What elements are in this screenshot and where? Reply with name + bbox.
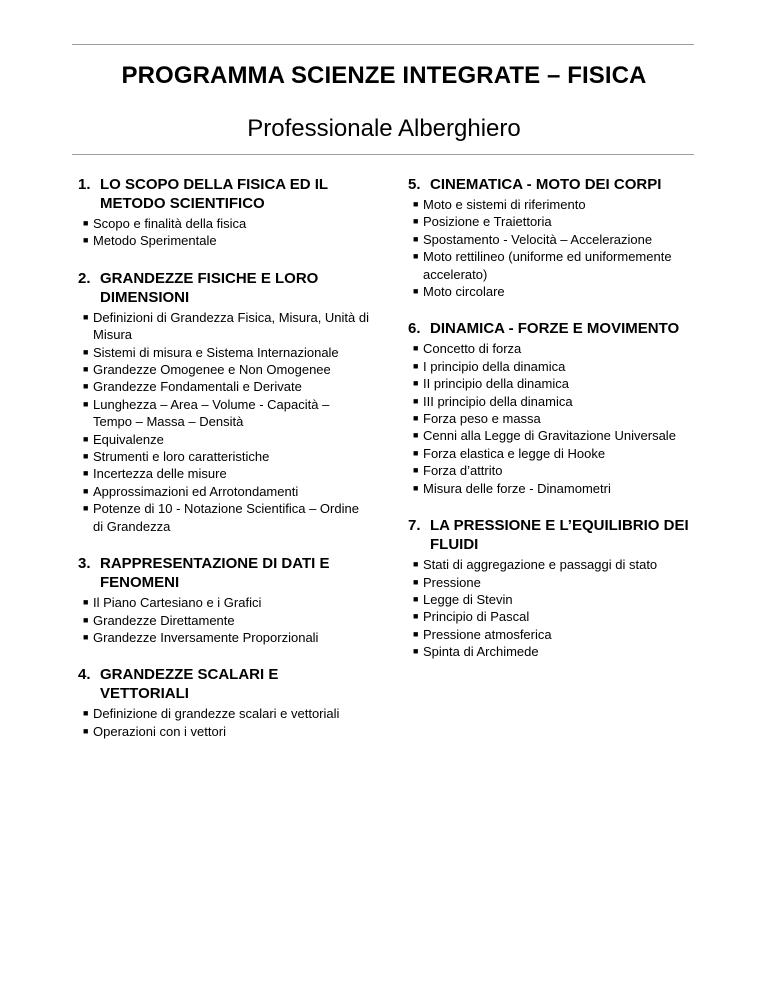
list-item-text: Forza peso e massa	[423, 411, 541, 427]
section-number: 1.	[78, 176, 91, 193]
list-item-text: Definizione di grandezze scalari e vettoriali	[93, 706, 340, 722]
square-bullet-icon: ■	[83, 485, 89, 496]
square-bullet-icon: ■	[413, 286, 419, 297]
list-item-text: Approssimazioni ed Arrotondamenti	[93, 483, 299, 499]
list-item	[78, 500, 370, 535]
section	[78, 554, 370, 646]
section-title: GRANDEZZE SCALARI E VETTORIALI	[100, 666, 279, 703]
square-bullet-icon: ■	[413, 216, 419, 227]
section-number: 7.	[408, 517, 421, 535]
list-item	[78, 361, 370, 378]
list-item-text: Stati di aggregazione e passaggi di stato	[423, 557, 658, 573]
square-bullet-icon: ■	[83, 451, 89, 462]
list-item	[408, 393, 700, 410]
section-title: LO SCOPO DELLA FISICA ED IL METODO SCIENTIFICO	[100, 176, 328, 212]
list-item-text: Definizioni di Grandezza Fisica, Misura, Unità di Misura	[93, 309, 369, 343]
square-bullet-icon: ■	[413, 576, 419, 587]
square-bullet-icon: ■	[413, 447, 419, 458]
square-bullet-icon: ■	[413, 395, 419, 406]
square-bullet-icon: ■	[413, 593, 419, 604]
list-item-text: Principio di Pascal	[423, 609, 530, 625]
list-item	[78, 396, 370, 431]
square-bullet-icon: ■	[413, 628, 419, 639]
list-item-text: Moto circolare	[423, 284, 505, 300]
section-heading	[408, 516, 700, 554]
square-bullet-icon: ■	[413, 360, 419, 371]
square-bullet-icon: ■	[413, 343, 419, 354]
section-number: 6.	[408, 320, 421, 338]
section-title: LA PRESSIONE E L’EQUILIBRIO DEI FLUIDI	[430, 517, 689, 554]
list-item-text: II principio della dinamica	[423, 376, 569, 392]
list-item-text: Spostamento - Velocità – Accelerazione	[423, 231, 653, 247]
list-item	[78, 448, 370, 465]
list-item	[408, 445, 700, 462]
list-item-text: Moto e sistemi di riferimento	[423, 197, 586, 212]
list-item-text: I principio della dinamica	[423, 358, 566, 374]
list-item	[78, 465, 370, 482]
section-number: 2.	[78, 269, 91, 287]
list-item	[408, 574, 700, 591]
list-item-text: Operazioni con i vettori	[93, 723, 226, 739]
list-item-text: Forza d’attrito	[423, 463, 503, 479]
square-bullet-icon: ■	[413, 646, 419, 657]
list-item-text: Concetto di forza	[423, 341, 522, 357]
section-title: CINEMATICA - MOTO DEI CORPI	[430, 176, 662, 193]
list-item-text: Grandezze Direttamente	[93, 612, 235, 628]
list-item	[408, 340, 700, 357]
section	[78, 175, 370, 250]
list-item-text: Grandezze Omogenee e Non Omogenee	[93, 362, 331, 378]
list-item	[408, 591, 700, 608]
section-heading	[408, 319, 700, 338]
page-title: PROGRAMMA SCIENZE INTEGRATE – FISICA	[121, 62, 647, 89]
list-item	[78, 344, 370, 361]
section	[78, 665, 370, 740]
square-bullet-icon: ■	[83, 631, 89, 642]
list-item-text: Misura delle forze - Dinamometri	[423, 480, 611, 496]
square-bullet-icon: ■	[83, 364, 89, 375]
list-item	[78, 215, 370, 232]
list-item	[78, 309, 370, 344]
list-item-text: Scopo e finalità della fisica	[93, 216, 247, 231]
section-heading	[78, 665, 370, 703]
list-item-text: Legge di Stevin	[423, 591, 513, 607]
list-item	[78, 483, 370, 500]
list-item-text: Cenni alla Legge di Gravitazione Universale	[423, 428, 676, 444]
list-item-text: Sistemi di misura e Sistema Internazionale	[93, 344, 339, 360]
square-bullet-icon: ■	[83, 503, 89, 514]
list-item-text: Incertezza delle misure	[93, 466, 227, 482]
top-divider	[72, 44, 694, 45]
section-title: DINAMICA - FORZE E MOVIMENTO	[430, 320, 680, 338]
square-bullet-icon: ■	[413, 559, 419, 570]
section-number: 3.	[78, 555, 91, 573]
list-item	[408, 213, 700, 230]
section	[408, 319, 700, 497]
section-heading	[78, 554, 370, 592]
list-item-text: Equivalenze	[93, 431, 164, 447]
section-number: 5.	[408, 176, 421, 193]
list-item	[408, 556, 700, 573]
list-item-text: Grandezze Inversamente Proporzionali	[93, 629, 319, 645]
list-item	[78, 723, 370, 740]
list-item	[408, 410, 700, 427]
list-item	[78, 705, 370, 722]
list-item-text: Pressione	[423, 574, 481, 590]
square-bullet-icon: ■	[413, 482, 419, 493]
section-heading	[78, 175, 370, 213]
list-item	[408, 358, 700, 375]
list-item-text: Spinta di Archimede	[423, 644, 539, 660]
square-bullet-icon: ■	[413, 233, 419, 244]
square-bullet-icon: ■	[83, 235, 89, 246]
square-bullet-icon: ■	[83, 614, 89, 625]
list-item-text: Lunghezza – Area – Volume - Capacità – Tempo – Massa – Densità	[93, 396, 330, 430]
list-item	[408, 231, 700, 248]
list-item-text: Il Piano Cartesiano e i Grafici	[93, 595, 262, 611]
square-bullet-icon: ■	[413, 465, 419, 476]
list-item-text: Grandezze Fondamentali e Derivate	[93, 379, 302, 395]
list-item	[408, 283, 700, 300]
list-item-text: Strumenti e loro caratteristiche	[93, 449, 270, 465]
square-bullet-icon: ■	[83, 311, 89, 322]
list-item-text: Potenze di 10 - Notazione Scientifica – Ordine di Grandezza	[93, 501, 359, 534]
list-item	[408, 626, 700, 643]
section-title: RAPPRESENTAZIONE DI DATI E FENOMENI	[100, 555, 330, 592]
list-item	[78, 629, 370, 646]
list-item	[78, 612, 370, 629]
square-bullet-icon: ■	[413, 430, 419, 441]
square-bullet-icon: ■	[83, 597, 89, 608]
square-bullet-icon: ■	[83, 468, 89, 479]
list-item	[78, 378, 370, 395]
list-item-text: Posizione e Traiettoria	[423, 214, 552, 230]
list-item	[408, 196, 700, 213]
list-item	[408, 375, 700, 392]
list-item	[78, 431, 370, 448]
square-bullet-icon: ■	[413, 378, 419, 389]
page-subtitle: Professionale Alberghiero	[247, 115, 521, 142]
list-item-text: Metodo Sperimentale	[93, 233, 217, 249]
square-bullet-icon: ■	[83, 218, 89, 228]
square-bullet-icon: ■	[413, 413, 419, 424]
list-item-text: Pressione atmosferica	[423, 626, 552, 642]
square-bullet-icon: ■	[413, 199, 419, 209]
square-bullet-icon: ■	[83, 346, 89, 357]
header-divider	[72, 154, 694, 155]
list-item	[408, 248, 700, 283]
list-item	[408, 643, 700, 660]
right-column	[408, 175, 700, 680]
section-heading	[78, 269, 370, 307]
section-title: GRANDEZZE FISICHE E LORO DIMENSIONI	[100, 269, 319, 306]
list-item-text: Moto rettilineo (uniforme ed uniformemente accelerato)	[423, 249, 672, 282]
list-item	[408, 480, 700, 497]
list-item	[408, 427, 700, 444]
list-item-text: Forza elastica e legge di Hooke	[423, 445, 606, 461]
section-number: 4.	[78, 666, 91, 684]
left-column	[78, 175, 370, 759]
square-bullet-icon: ■	[83, 381, 89, 392]
square-bullet-icon: ■	[83, 725, 89, 736]
list-item	[78, 232, 370, 249]
list-item	[408, 462, 700, 479]
square-bullet-icon: ■	[413, 611, 419, 622]
square-bullet-icon: ■	[413, 251, 419, 262]
square-bullet-icon: ■	[83, 398, 89, 409]
list-item-text: III principio della dinamica	[423, 393, 573, 409]
square-bullet-icon: ■	[83, 708, 89, 719]
section	[78, 269, 370, 535]
section-heading	[408, 175, 700, 194]
section	[408, 516, 700, 660]
list-item	[78, 594, 370, 611]
section	[408, 175, 700, 300]
square-bullet-icon: ■	[83, 433, 89, 444]
list-item	[408, 608, 700, 625]
